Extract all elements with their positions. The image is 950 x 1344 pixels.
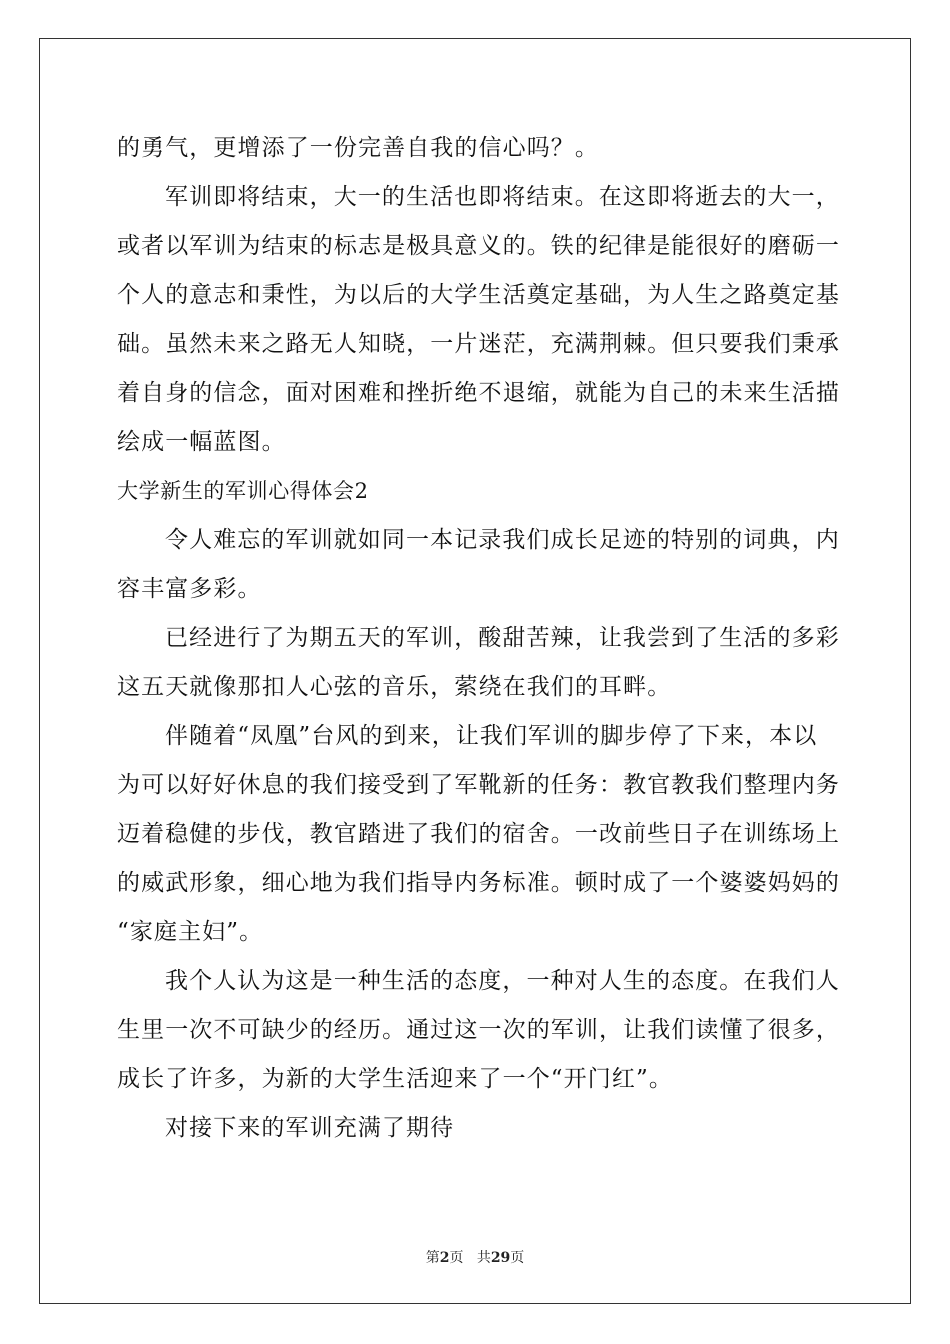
text-line: 生里一次不可缺少的经历。通过这一次的军训，让我们读懂了很多，	[117, 1017, 840, 1043]
text-line: 军训即将结束，大一的生活也即将结束。在这即将逝去的大一，	[165, 184, 840, 210]
text-line: 成长了许多，为新的大学生活迎来了一个“开门红”。	[117, 1066, 673, 1092]
total-unit: 页	[510, 1250, 525, 1266]
text-line: 个人的意志和秉性，为以后的大学生活奠定基础，为人生之路奠定基	[117, 282, 840, 308]
document-body	[117, 124, 840, 1153]
total-prefix: 共	[476, 1250, 491, 1266]
text-line: “家庭主妇”。	[117, 919, 264, 945]
page-number: 2	[439, 1250, 450, 1266]
section-heading: 大学新生的军训心得体会2	[117, 479, 369, 503]
text-line: 础。虽然未来之路无人知晓，一片迷茫，充满荆棘。但只要我们秉承	[117, 331, 840, 357]
page-unit: 页	[449, 1250, 464, 1266]
text-line: 的威武形象，细心地为我们指导内务标准。顿时成了一个婆婆妈妈的	[117, 870, 840, 896]
text-line: 的勇气，更增添了一份完善自我的信心吗？。	[117, 135, 599, 161]
text-line: 或者以军训为结束的标志是极具意义的。铁的纪律是能很好的磨砺一	[117, 233, 840, 259]
text-line: 绘成一幅蓝图。	[117, 429, 286, 455]
page-footer	[0, 1249, 950, 1267]
text-line: 我个人认为这是一种生活的态度，一种对人生的态度。在我们人	[165, 968, 840, 994]
text-line: 为可以好好休息的我们接受到了军靴新的任务：教官教我们整理内务	[117, 772, 840, 798]
text-line: 已经进行了为期五天的军训，酸甜苦辣，让我尝到了生活的多彩	[165, 625, 840, 651]
text-line: 对接下来的军训充满了期待	[165, 1115, 455, 1141]
text-line: 令人难忘的军训就如同一本记录我们成长足迹的特别的词典，内	[165, 527, 840, 553]
text-line: 伴随着“凤凰”台风的到来，让我们军训的脚步停了下来，本以	[165, 723, 818, 749]
text-line: 容丰富多彩。	[117, 576, 262, 602]
text-line: 着自身的信念，面对困难和挫折绝不退缩，就能为自己的未来生活描	[117, 380, 840, 406]
text-line: 迈着稳健的步伐，教官踏进了我们的宿舍。一改前些日子在训练场上	[117, 821, 840, 847]
text-line: 这五天就像那扣人心弦的音乐，萦绕在我们的耳畔。	[117, 674, 672, 700]
total-pages: 29	[490, 1250, 511, 1266]
page-prefix: 第	[425, 1250, 440, 1266]
